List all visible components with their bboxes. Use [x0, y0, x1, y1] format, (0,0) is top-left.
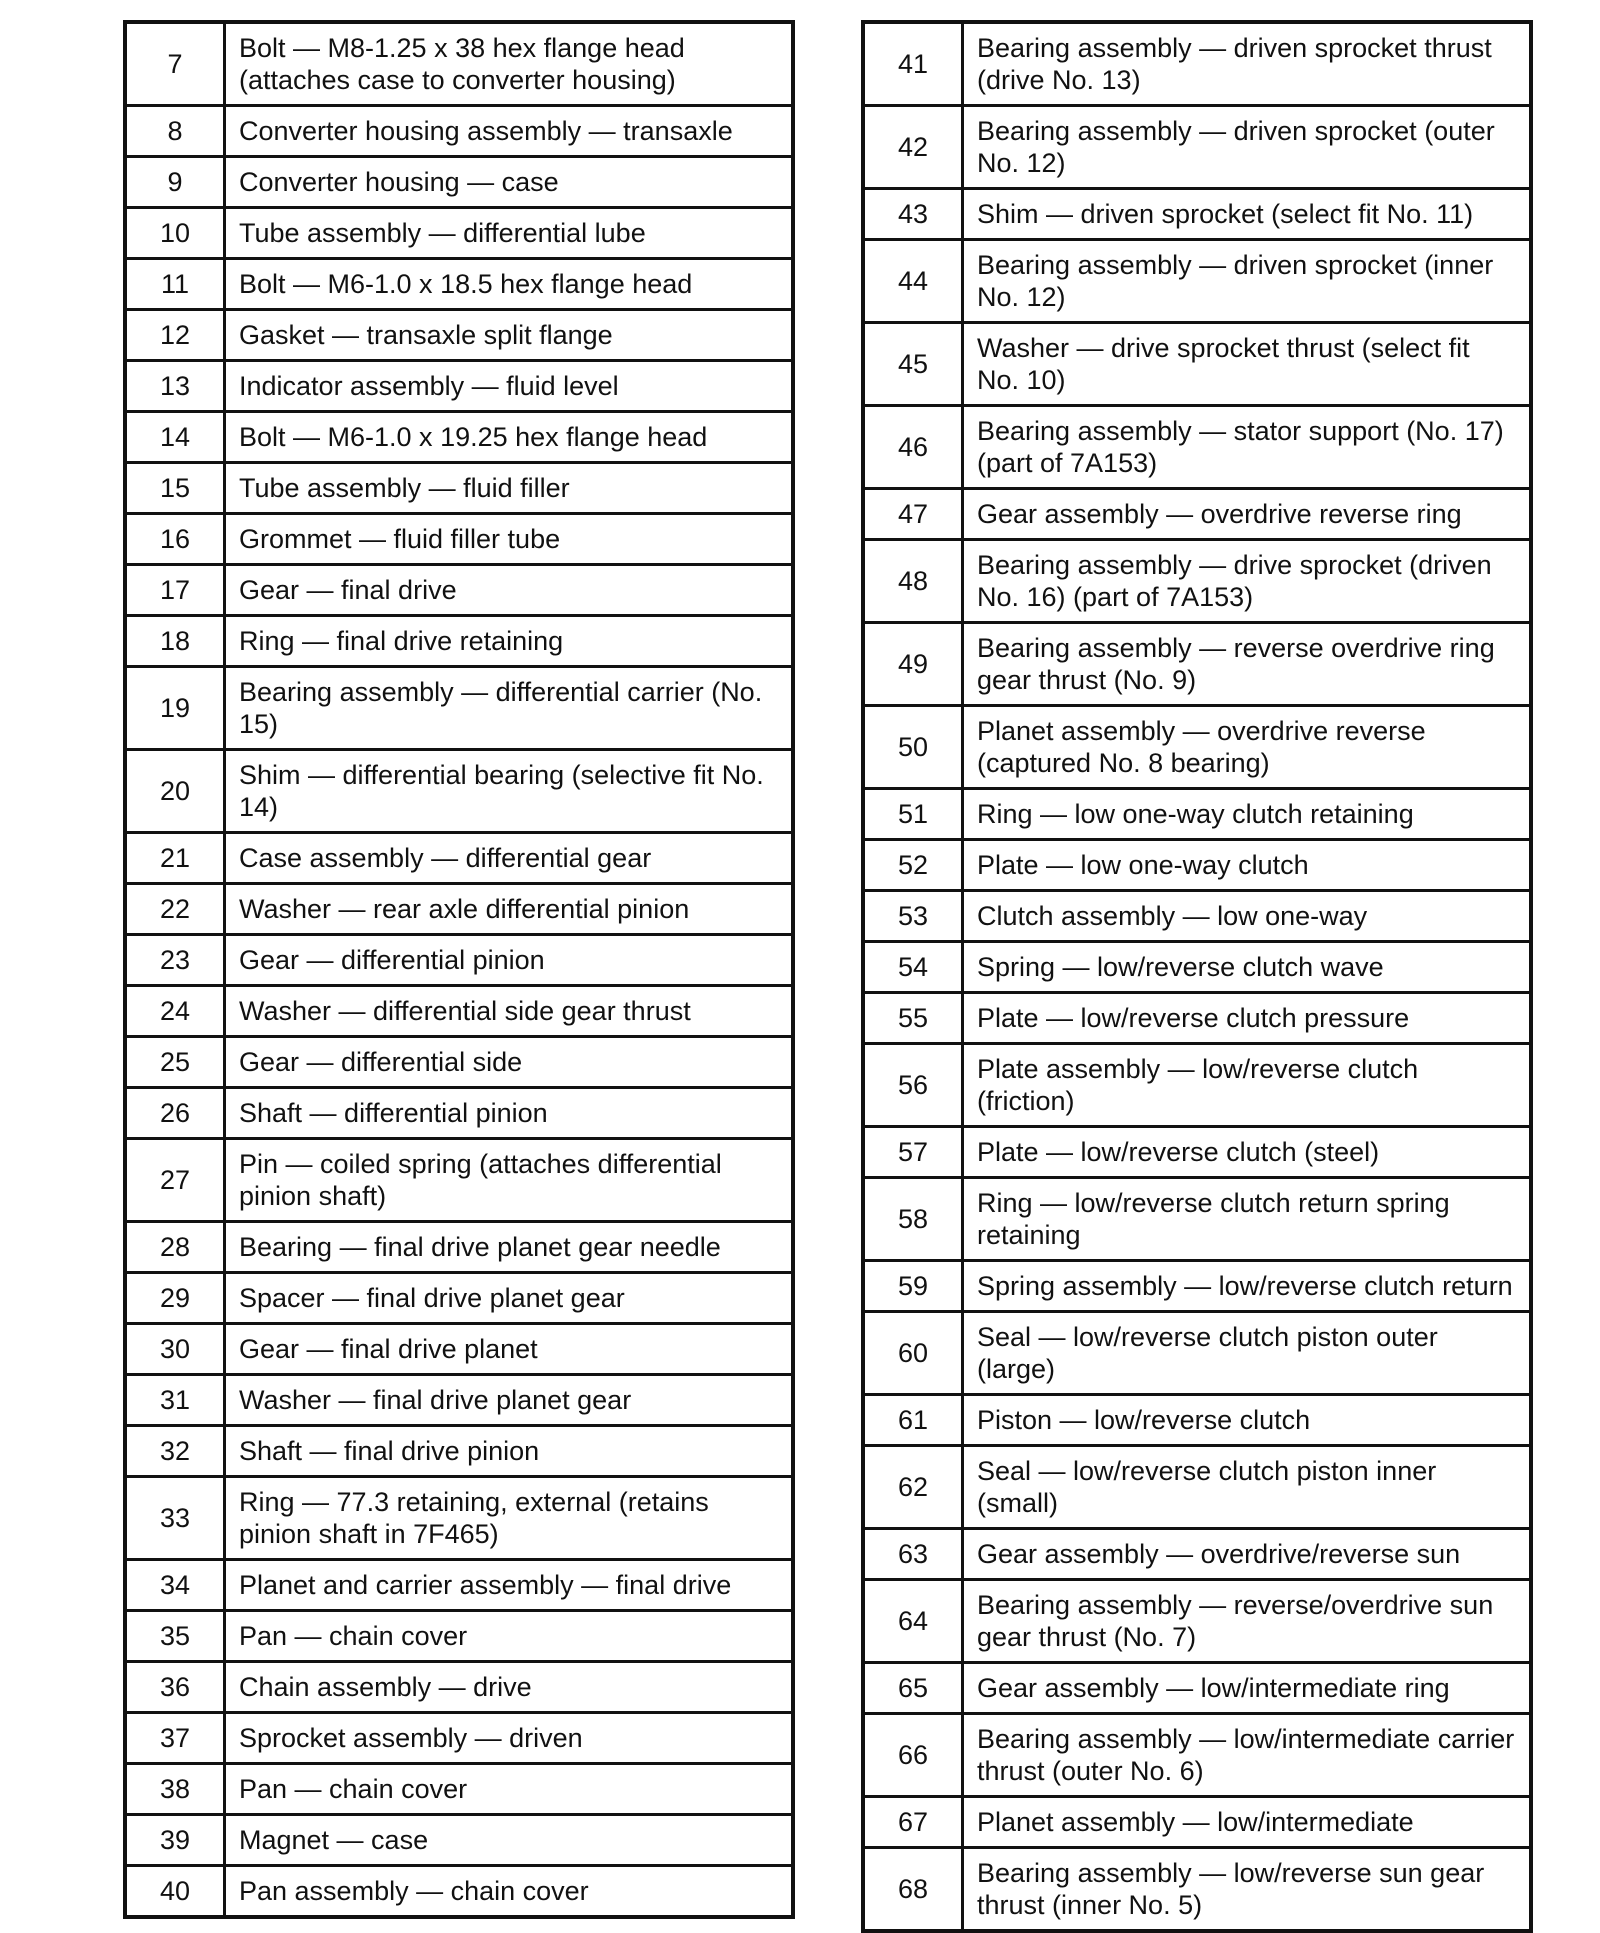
part-number: 51 [863, 789, 963, 840]
table-row [863, 891, 1531, 942]
table-row [125, 1560, 793, 1611]
part-number: 36 [125, 1662, 225, 1713]
part-description: Ring — low/reverse clutch return spring retaining [963, 1178, 1532, 1261]
part-number: 7 [125, 22, 225, 106]
table-row [863, 789, 1531, 840]
part-number: 17 [125, 565, 225, 616]
part-description: Shaft — final drive pinion [225, 1426, 794, 1477]
table-row [863, 1580, 1531, 1663]
table-row [125, 1662, 793, 1713]
part-description: Ring — low one-way clutch retaining [963, 789, 1532, 840]
part-number: 40 [125, 1866, 225, 1918]
table-row [125, 1222, 793, 1273]
table-row [863, 406, 1531, 489]
part-number: 21 [125, 833, 225, 884]
part-number: 8 [125, 106, 225, 157]
part-number: 23 [125, 935, 225, 986]
part-description: Planet assembly — low/intermediate [963, 1797, 1532, 1848]
table-row [125, 412, 793, 463]
part-description: Plate — low/reverse clutch pressure [963, 993, 1532, 1044]
part-number: 16 [125, 514, 225, 565]
part-description: Planet assembly — overdrive reverse (captured No. 8 bearing) [963, 706, 1532, 789]
part-description: Pan assembly — chain cover [225, 1866, 794, 1918]
part-description: Bolt — M8-1.25 x 38 hex flange head (attaches case to converter housing) [225, 22, 794, 106]
part-number: 58 [863, 1178, 963, 1261]
table-row [863, 1261, 1531, 1312]
table-row [863, 1178, 1531, 1261]
part-description: Gear — final drive [225, 565, 794, 616]
part-description: Plate — low/reverse clutch (steel) [963, 1127, 1532, 1178]
table-row [125, 565, 793, 616]
table-row [125, 750, 793, 833]
part-description: Gear assembly — overdrive reverse ring [963, 489, 1532, 540]
table-row [125, 1815, 793, 1866]
part-number: 25 [125, 1037, 225, 1088]
part-description: Spring — low/reverse clutch wave [963, 942, 1532, 993]
table-row [863, 1395, 1531, 1446]
part-number: 22 [125, 884, 225, 935]
part-number: 65 [863, 1663, 963, 1714]
part-description: Shaft — differential pinion [225, 1088, 794, 1139]
table-row [125, 667, 793, 750]
part-description: Gear assembly — low/intermediate ring [963, 1663, 1532, 1714]
part-number: 32 [125, 1426, 225, 1477]
part-description: Converter housing assembly — transaxle [225, 106, 794, 157]
part-description: Bearing assembly — driven sprocket (outer No. 12) [963, 106, 1532, 189]
part-description: Bearing assembly — low/reverse sun gear thrust (inner No. 5) [963, 1848, 1532, 1932]
table-row [863, 1446, 1531, 1529]
table-row [125, 361, 793, 412]
table-row [125, 1088, 793, 1139]
part-description: Bearing assembly — stator support (No. 17) (part of 7A153) [963, 406, 1532, 489]
table-row [125, 986, 793, 1037]
table-row [125, 1764, 793, 1815]
table-row [125, 157, 793, 208]
table-row [863, 1848, 1531, 1932]
part-number: 59 [863, 1261, 963, 1312]
part-description: Bearing assembly — low/intermediate carrier thrust (outer No. 6) [963, 1714, 1532, 1797]
table-row [863, 323, 1531, 406]
part-number: 68 [863, 1848, 963, 1932]
table-row [863, 189, 1531, 240]
part-number: 13 [125, 361, 225, 412]
part-number: 46 [863, 406, 963, 489]
part-number: 55 [863, 993, 963, 1044]
table-row [863, 993, 1531, 1044]
part-number: 47 [863, 489, 963, 540]
part-number: 20 [125, 750, 225, 833]
part-number: 60 [863, 1312, 963, 1395]
part-number: 18 [125, 616, 225, 667]
part-number: 19 [125, 667, 225, 750]
part-description: Pan — chain cover [225, 1611, 794, 1662]
part-description: Washer — drive sprocket thrust (select fit No. 10) [963, 323, 1532, 406]
part-description: Bearing — final drive planet gear needle [225, 1222, 794, 1273]
part-description: Spring assembly — low/reverse clutch return [963, 1261, 1532, 1312]
part-description: Bolt — M6-1.0 x 19.25 hex flange head [225, 412, 794, 463]
part-description: Gear — final drive planet [225, 1324, 794, 1375]
part-description: Chain assembly — drive [225, 1662, 794, 1713]
part-number: 37 [125, 1713, 225, 1764]
part-description: Bearing assembly — differential carrier (No. 15) [225, 667, 794, 750]
part-description: Case assembly — differential gear [225, 833, 794, 884]
part-number: 12 [125, 310, 225, 361]
table-row [125, 259, 793, 310]
part-description: Gear — differential pinion [225, 935, 794, 986]
part-number: 24 [125, 986, 225, 1037]
table-row [125, 833, 793, 884]
part-description: Piston — low/reverse clutch [963, 1395, 1532, 1446]
parts-table-left-body [125, 22, 793, 1917]
part-description: Washer — differential side gear thrust [225, 986, 794, 1037]
part-description: Converter housing — case [225, 157, 794, 208]
table-row [125, 1426, 793, 1477]
part-number: 14 [125, 412, 225, 463]
part-number: 39 [125, 1815, 225, 1866]
part-description: Indicator assembly — fluid level [225, 361, 794, 412]
table-row [125, 1477, 793, 1560]
part-description: Gasket — transaxle split flange [225, 310, 794, 361]
part-description: Shim — differential bearing (selective fit No. 14) [225, 750, 794, 833]
part-number: 27 [125, 1139, 225, 1222]
table-row [863, 706, 1531, 789]
part-number: 31 [125, 1375, 225, 1426]
part-number: 15 [125, 463, 225, 514]
table-row [863, 1044, 1531, 1127]
part-description: Washer — final drive planet gear [225, 1375, 794, 1426]
part-description: Spacer — final drive planet gear [225, 1273, 794, 1324]
part-description: Bearing assembly — driven sprocket thrust (drive No. 13) [963, 22, 1532, 106]
table-row [125, 1139, 793, 1222]
table-row [125, 1375, 793, 1426]
table-row [863, 1797, 1531, 1848]
part-description: Tube assembly — differential lube [225, 208, 794, 259]
table-row [125, 310, 793, 361]
table-row [863, 942, 1531, 993]
table-row [863, 240, 1531, 323]
part-number: 66 [863, 1714, 963, 1797]
part-description: Plate assembly — low/reverse clutch (friction) [963, 1044, 1532, 1127]
table-row [125, 1866, 793, 1918]
table-row [125, 1324, 793, 1375]
part-number: 49 [863, 623, 963, 706]
table-row [125, 884, 793, 935]
parts-table-left [123, 20, 795, 1919]
table-row [863, 540, 1531, 623]
parts-table-right-body [863, 22, 1531, 1931]
part-number: 26 [125, 1088, 225, 1139]
table-row [863, 106, 1531, 189]
part-number: 42 [863, 106, 963, 189]
table-row [863, 489, 1531, 540]
part-description: Plate — low one-way clutch [963, 840, 1532, 891]
part-number: 56 [863, 1044, 963, 1127]
part-description: Sprocket assembly — driven [225, 1713, 794, 1764]
part-number: 62 [863, 1446, 963, 1529]
table-row [125, 1037, 793, 1088]
table-row [863, 1529, 1531, 1580]
table-row [863, 1714, 1531, 1797]
table-row [863, 1663, 1531, 1714]
part-description: Bearing assembly — reverse/overdrive sun gear thrust (No. 7) [963, 1580, 1532, 1663]
table-row [863, 840, 1531, 891]
part-number: 44 [863, 240, 963, 323]
part-number: 45 [863, 323, 963, 406]
part-description: Grommet — fluid filler tube [225, 514, 794, 565]
part-number: 63 [863, 1529, 963, 1580]
part-number: 61 [863, 1395, 963, 1446]
part-number: 57 [863, 1127, 963, 1178]
table-row [863, 22, 1531, 106]
part-number: 30 [125, 1324, 225, 1375]
table-row [125, 1273, 793, 1324]
table-row [863, 1312, 1531, 1395]
parts-table-right [861, 20, 1533, 1933]
part-number: 52 [863, 840, 963, 891]
part-description: Bolt — M6-1.0 x 18.5 hex flange head [225, 259, 794, 310]
part-description: Washer — rear axle differential pinion [225, 884, 794, 935]
part-number: 53 [863, 891, 963, 942]
part-number: 64 [863, 1580, 963, 1663]
part-number: 38 [125, 1764, 225, 1815]
table-row [125, 1713, 793, 1764]
part-description: Pin — coiled spring (attaches differential pinion shaft) [225, 1139, 794, 1222]
table-row [863, 623, 1531, 706]
part-number: 48 [863, 540, 963, 623]
part-number: 9 [125, 157, 225, 208]
table-row [125, 616, 793, 667]
part-description: Tube assembly — fluid filler [225, 463, 794, 514]
table-row [125, 1611, 793, 1662]
part-description: Ring — 77.3 retaining, external (retains pinion shaft in 7F465) [225, 1477, 794, 1560]
table-row [125, 463, 793, 514]
part-description: Seal — low/reverse clutch piston inner (small) [963, 1446, 1532, 1529]
part-description: Ring — final drive retaining [225, 616, 794, 667]
table-row [125, 514, 793, 565]
table-row [863, 1127, 1531, 1178]
part-description: Pan — chain cover [225, 1764, 794, 1815]
part-number: 50 [863, 706, 963, 789]
part-description: Bearing assembly — driven sprocket (inner No. 12) [963, 240, 1532, 323]
part-number: 28 [125, 1222, 225, 1273]
part-description: Planet and carrier assembly — final drive [225, 1560, 794, 1611]
table-row [125, 22, 793, 106]
table-row [125, 935, 793, 986]
part-description: Clutch assembly — low one-way [963, 891, 1532, 942]
part-number: 35 [125, 1611, 225, 1662]
part-number: 67 [863, 1797, 963, 1848]
part-number: 54 [863, 942, 963, 993]
part-description: Gear assembly — overdrive/reverse sun [963, 1529, 1532, 1580]
part-number: 11 [125, 259, 225, 310]
part-number: 43 [863, 189, 963, 240]
table-row [125, 106, 793, 157]
part-description: Bearing assembly — reverse overdrive ring gear thrust (No. 9) [963, 623, 1532, 706]
part-number: 34 [125, 1560, 225, 1611]
part-number: 41 [863, 22, 963, 106]
part-description: Seal — low/reverse clutch piston outer (large) [963, 1312, 1532, 1395]
table-row [125, 208, 793, 259]
part-description: Shim — driven sprocket (select fit No. 11) [963, 189, 1532, 240]
part-description: Magnet — case [225, 1815, 794, 1866]
part-number: 33 [125, 1477, 225, 1560]
part-number: 29 [125, 1273, 225, 1324]
part-number: 10 [125, 208, 225, 259]
part-description: Gear — differential side [225, 1037, 794, 1088]
part-description: Bearing assembly — drive sprocket (driven No. 16) (part of 7A153) [963, 540, 1532, 623]
